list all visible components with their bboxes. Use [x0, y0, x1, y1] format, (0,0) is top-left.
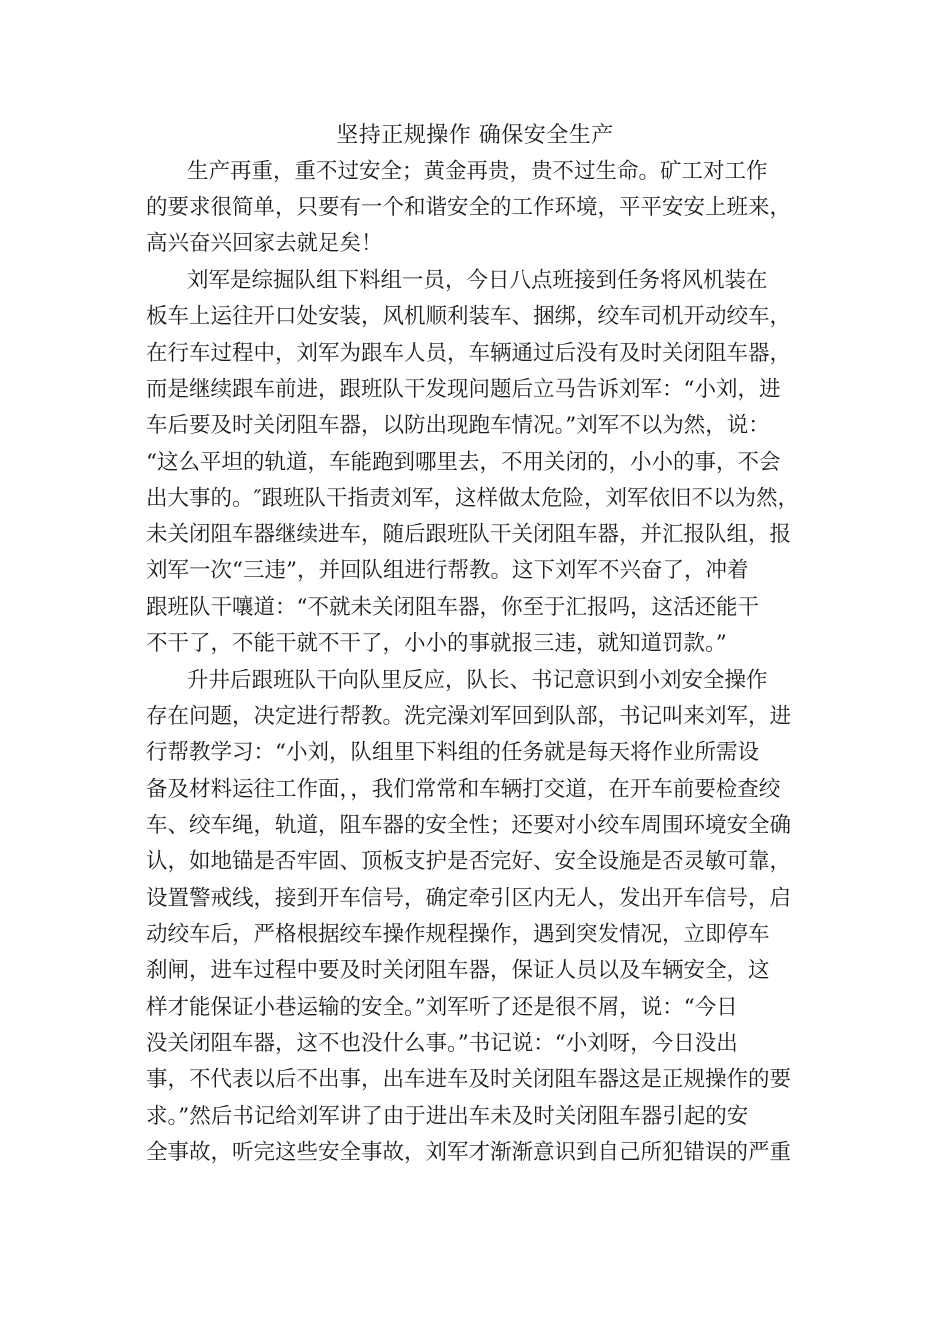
paragraph-1-line-2: 的要求很简单，只要有一个和谐安全的工作环境，平平安安上班来，	[146, 195, 792, 220]
paragraph-1-line-3: 高兴奋兴回家去就足矣！	[146, 231, 383, 256]
paragraph-2-line-3: 在行车过程中，刘军为跟车人员，车辆通过后没有及时关闭阻车器，	[146, 341, 792, 366]
paragraph-3-line-1: 升井后跟班队干向队里反应，队长、书记意识到小刘安全操作	[187, 668, 768, 693]
paragraph-2-line-5: 车后要及时关闭阻车器，以防出现跑车情况。”刘军不以为然，说：	[146, 413, 770, 438]
paragraph-2-line-6: “这么平坦的轨道，车能跑到哪里去，不用关闭的，小小的事，不会	[146, 450, 781, 475]
paragraph-3-line-13: 求。”然后书记给刘军讲了由于进出车未及时关闭阻车器引起的安	[146, 1104, 749, 1129]
paragraph-2-line-11: 不干了，不能干就不干了，小小的事就报三违，就知道罚款。”	[146, 631, 727, 656]
paragraph-3-line-10: 样才能保证小巷运输的安全。”刘军听了还是很不屑，说：“今日	[146, 995, 738, 1020]
paragraph-2-line-8: 未关闭阻车器继续进车，随后跟班队干关闭阻车器，并汇报队组，报	[146, 522, 792, 547]
paragraph-3-line-4: 备及材料运往工作面，，我们常常和车辆打交道，在开车前要检查绞	[146, 777, 781, 802]
paragraph-3-line-6: 认，如地锚是否牢固、顶板支护是否完好、安全设施是否灵敏可靠，	[146, 849, 792, 874]
paragraph-2-line-9: 刘军一次“三违”，并回队组进行帮教。这下刘军不兴奋了，冲着	[146, 558, 749, 583]
paragraph-3-line-5: 车、绞车绳，轨道，阻车器的安全性；还要对小绞车周围环境安全确	[146, 813, 792, 838]
paragraph-3-line-2: 存在问题，决定进行帮教。洗完澡刘军回到队部，书记叫来刘军，进	[146, 704, 792, 729]
paragraph-3-line-7: 设置警戒线，接到开车信号，确定牵引区内无人，发出开车信号，启	[146, 886, 792, 911]
paragraph-3-line-9: 刹闸，进车过程中要及时关闭阻车器，保证人员以及车辆安全，这	[146, 958, 770, 983]
paragraph-2-line-4: 而是继续跟车前进，跟班队干发现问题后立马告诉刘军：“小刘，进	[146, 377, 781, 402]
paragraph-2-line-10: 跟班队干嚷道：“不就未关闭阻车器，你至于汇报吗，这活还能干	[146, 595, 759, 620]
paragraph-3-line-14: 全事故，听完这些安全事故，刘军才渐渐意识到自己所犯错误的严重	[146, 1140, 792, 1165]
paragraph-3-line-12: 事，不代表以后不出事，出车进车及时关闭阻车器这是正规操作的要	[146, 1067, 792, 1092]
paragraph-3-line-8: 动绞车后，严格根据绞车操作规程操作，遇到突发情况，立即停车	[146, 922, 770, 947]
paragraph-2-line-7: 出大事的。″跟班队干指责刘军，这样做太危险，刘军依旧不以为然，	[146, 486, 800, 511]
paragraph-3-line-3: 行帮教学习：“小刘，队组里下料组的任务就是每天将作业所需设	[146, 740, 759, 765]
paragraph-2-line-1: 刘军是综掘队组下料组一员，今日八点班接到任务将风机装在	[187, 268, 768, 293]
document-title: 坚持正规操作 确保安全生产	[336, 123, 614, 148]
paragraph-2-line-2: 板车上运往开口处安装，风机顺利装车、捆绑，绞车司机开动绞车，	[146, 304, 792, 329]
paragraph-3-line-11: 没关闭阻车器，这不也没什么事。”书记说：“小刘呀，今日没出	[146, 1031, 738, 1056]
paragraph-1-line-1: 生产再重，重不过安全；黄金再贵，贵不过生命。矿工对工作	[187, 159, 768, 184]
